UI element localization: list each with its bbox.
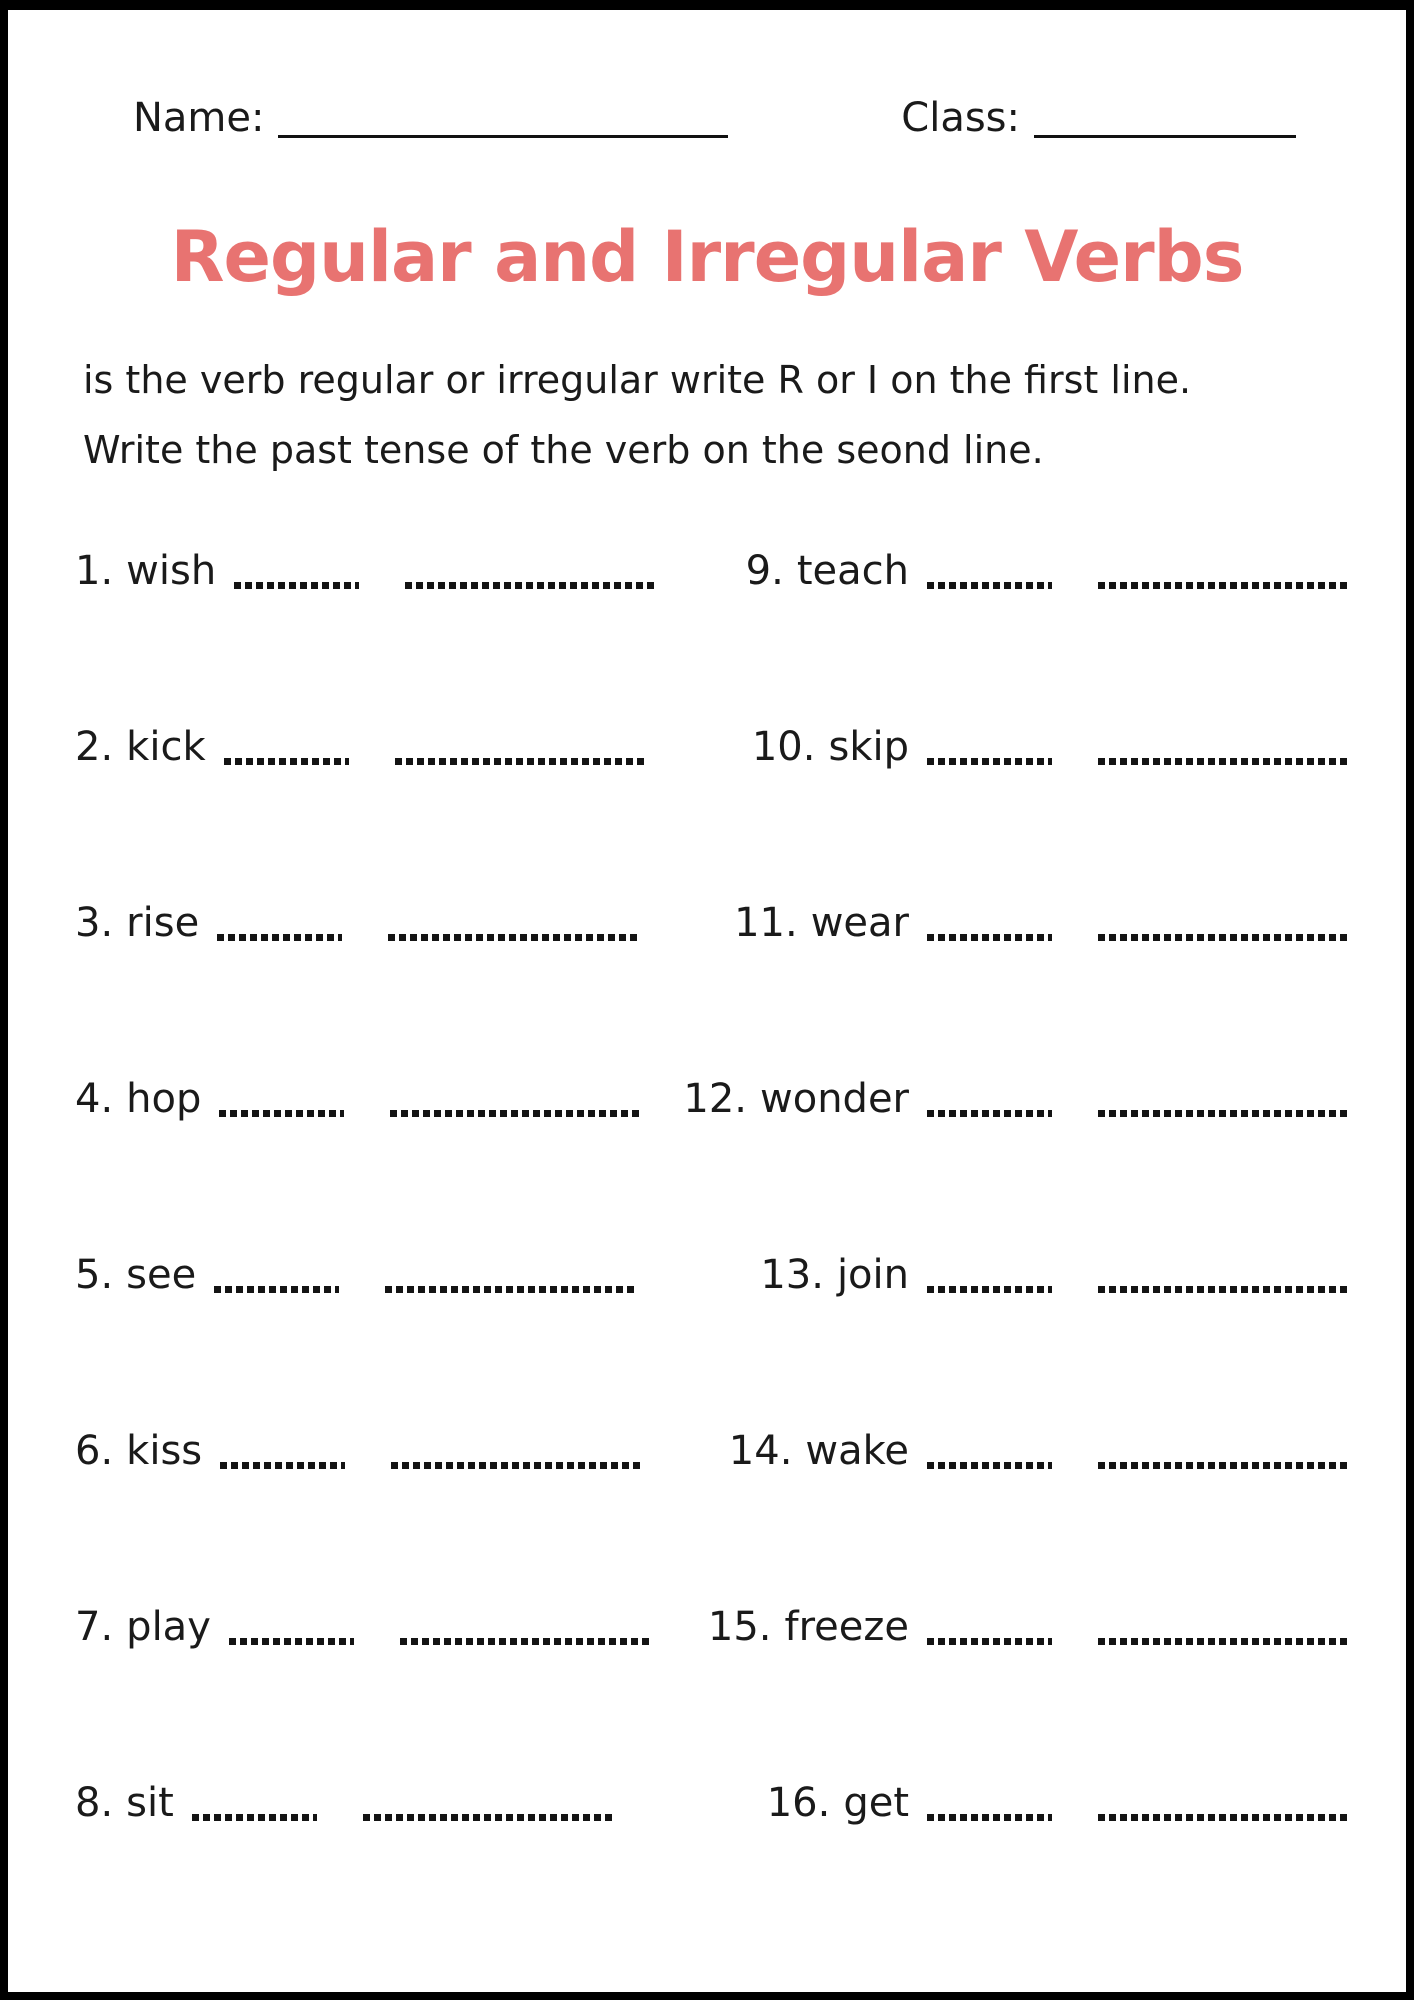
verb-item-4 (75, 1075, 675, 1123)
verb-item-15 (675, 1603, 1351, 1651)
item-number: 2. (75, 724, 114, 770)
instructions-line-1: is the verb regular or irregular write R or I on the first line. (83, 358, 1192, 402)
past-tense-answer-line[interactable] (391, 1462, 644, 1469)
past-tense-answer-line[interactable] (1098, 934, 1351, 941)
page-title: Regular and Irregular Verbs (170, 216, 1244, 298)
ri-answer-line[interactable] (927, 1110, 1052, 1117)
ri-answer-line[interactable] (220, 1462, 345, 1469)
item-verb: wake (805, 1428, 909, 1474)
item-verb: see (126, 1252, 197, 1298)
item-verb: rise (126, 900, 200, 946)
item-number: 9. (745, 548, 784, 594)
item-number: 3. (75, 900, 114, 946)
past-tense-answer-line[interactable] (1098, 1462, 1351, 1469)
item-verb: get (843, 1780, 909, 1826)
past-tense-answer-line[interactable] (1098, 1638, 1351, 1645)
item-verb: join (836, 1252, 909, 1298)
verb-item-2 (75, 723, 675, 771)
item-verb: kiss (126, 1428, 203, 1474)
ri-answer-line[interactable] (234, 582, 359, 589)
past-tense-answer-line[interactable] (1098, 1110, 1351, 1117)
item-number: 15. (707, 1604, 772, 1650)
item-number: 12. (683, 1076, 748, 1122)
item-number: 4. (75, 1076, 114, 1122)
ri-answer-line[interactable] (224, 758, 349, 765)
verb-item-13 (675, 1251, 1351, 1299)
ri-answer-line[interactable] (217, 934, 342, 941)
class-blank-line[interactable] (1034, 135, 1296, 138)
past-tense-answer-line[interactable] (1098, 758, 1351, 765)
past-tense-answer-line[interactable] (405, 582, 658, 589)
item-number: 1. (75, 548, 114, 594)
item-number: 13. (760, 1252, 824, 1298)
name-field-group (133, 96, 728, 140)
past-tense-answer-line[interactable] (1098, 1286, 1351, 1293)
verb-item-3 (75, 899, 675, 947)
item-verb: wonder (760, 1076, 909, 1122)
class-field-group (901, 96, 1296, 140)
item-number: 6. (75, 1428, 114, 1474)
verb-item-16 (675, 1779, 1351, 1827)
item-number: 14. (728, 1428, 793, 1474)
item-verb: wish (126, 548, 217, 594)
ri-answer-line[interactable] (229, 1638, 354, 1645)
ri-answer-line[interactable] (927, 1638, 1052, 1645)
item-verb: freeze (784, 1604, 909, 1650)
item-number: 11. (734, 900, 798, 946)
past-tense-answer-line[interactable] (400, 1638, 653, 1645)
verb-item-5 (75, 1251, 675, 1299)
past-tense-answer-line[interactable] (1098, 1814, 1351, 1821)
ri-answer-line[interactable] (214, 1286, 339, 1293)
verb-item-7 (75, 1603, 675, 1651)
ri-answer-line[interactable] (927, 1814, 1052, 1821)
ri-answer-line[interactable] (927, 758, 1052, 765)
name-blank-line[interactable] (278, 135, 728, 138)
item-number: 16. (766, 1780, 831, 1826)
ri-answer-line[interactable] (927, 1462, 1052, 1469)
past-tense-answer-line[interactable] (388, 934, 641, 941)
verb-item-8 (75, 1779, 675, 1827)
verb-item-1 (75, 547, 675, 595)
verb-item-9 (675, 547, 1351, 595)
item-verb: teach (796, 548, 909, 594)
item-verb: sit (126, 1780, 174, 1826)
past-tense-answer-line[interactable] (1098, 582, 1351, 589)
verb-item-10 (675, 723, 1351, 771)
ri-answer-line[interactable] (219, 1110, 344, 1117)
verb-items-grid (8, 547, 1406, 1827)
verb-item-11 (675, 899, 1351, 947)
past-tense-answer-line[interactable] (385, 1286, 638, 1293)
ri-answer-line[interactable] (927, 1286, 1052, 1293)
verb-item-6 (75, 1427, 675, 1475)
past-tense-answer-line[interactable] (390, 1110, 643, 1117)
item-number: 10. (751, 724, 816, 770)
ri-answer-line[interactable] (927, 934, 1052, 941)
ri-answer-line[interactable] (192, 1814, 317, 1821)
ri-answer-line[interactable] (927, 582, 1052, 589)
item-number: 5. (75, 1252, 114, 1298)
item-verb: skip (828, 724, 909, 770)
item-verb: wear (810, 900, 909, 946)
item-verb: play (126, 1604, 211, 1650)
header (133, 96, 1296, 140)
item-verb: kick (126, 724, 206, 770)
item-verb: hop (126, 1076, 202, 1122)
class-label: Class: (901, 95, 1020, 141)
instructions (83, 345, 1346, 485)
verb-item-12 (675, 1075, 1351, 1123)
instructions-line-2: Write the past tense of the verb on the seond line. (83, 428, 1044, 472)
past-tense-answer-line[interactable] (395, 758, 648, 765)
name-label: Name: (133, 95, 265, 141)
past-tense-answer-line[interactable] (363, 1814, 616, 1821)
item-number: 8. (75, 1780, 114, 1826)
verb-item-14 (675, 1427, 1351, 1475)
item-number: 7. (75, 1604, 114, 1650)
